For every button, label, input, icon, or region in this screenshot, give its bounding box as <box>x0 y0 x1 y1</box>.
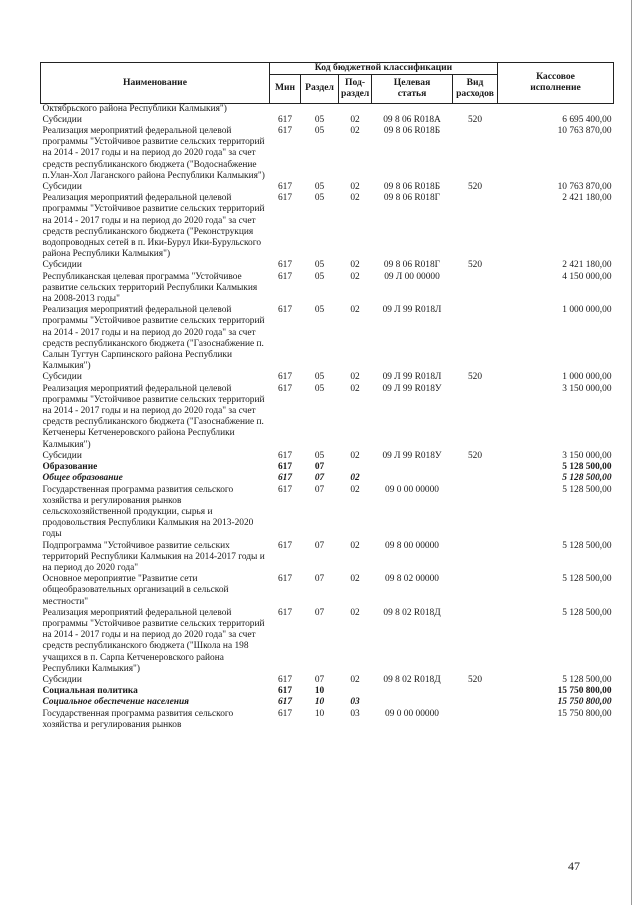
row-ministry: 617 <box>277 126 293 136</box>
row-expense <box>453 126 498 182</box>
row-section: 05 <box>314 271 325 282</box>
row-ministry: 617 <box>277 462 293 473</box>
row-amount: 5 128 500,00 <box>562 540 612 551</box>
row-ministry: 617 <box>277 260 293 271</box>
row-amount: 15 750 800,00 <box>557 697 612 708</box>
row-target: 09 8 02 R018Д <box>383 607 441 618</box>
row-section: 07 <box>314 484 325 495</box>
table-row <box>41 272 614 306</box>
row-name: Государственная программа развития сельского хозяйства и регулирования рынков <box>42 708 234 730</box>
row-section: 05 <box>314 305 325 316</box>
table-row <box>41 675 614 686</box>
row-subsection: 02 <box>350 383 360 394</box>
row-expense: 520 <box>467 260 483 271</box>
row-section: 05 <box>314 126 325 136</box>
table-row <box>41 305 614 372</box>
row-name: Субсидии <box>42 260 82 271</box>
row-target: 09 8 00 00000 <box>385 540 439 551</box>
table-row <box>41 462 614 473</box>
row-subsection: 02 <box>350 126 360 136</box>
row-amount: 2 421 180,00 <box>562 260 612 271</box>
row-target: 09 8 06 R018А <box>383 114 441 125</box>
row-amount: 5 128 500,00 <box>562 607 612 618</box>
row-target: 09 Л 99 R018У <box>382 383 442 394</box>
row-expense <box>453 103 498 115</box>
row-expense <box>453 697 498 708</box>
header-code-group: Код бюджетной классификации <box>270 63 498 75</box>
row-subsection: 02 <box>350 450 360 461</box>
row-target <box>372 686 453 697</box>
table-row <box>41 697 614 708</box>
row-subsection <box>339 103 372 115</box>
row-section: 07 <box>314 574 325 585</box>
table-row <box>41 182 614 193</box>
row-amount: 15 750 800,00 <box>557 708 612 719</box>
row-name: Образование <box>42 462 98 473</box>
row-target: 09 8 02 R018Д <box>383 674 441 685</box>
row-ministry: 617 <box>277 574 293 585</box>
table-row <box>41 541 614 575</box>
row-expense <box>453 686 498 697</box>
row-name: Реализация мероприятий федеральной целевой программы "Устойчивое развитие сельских территорий на 2014 - 2017 годы и на период до 2020 года" за счет средств республиканского бюджета ("Газоснабжение п. Кетченеры Кетченеровского района Республики Калмыкия") <box>42 383 265 450</box>
row-amount: 10 763 870,00 <box>557 182 612 193</box>
row-expense <box>453 193 498 260</box>
row-amount: 1 000 000,00 <box>562 305 612 316</box>
row-amount: 5 128 500,00 <box>562 473 612 484</box>
row-ministry: 617 <box>277 708 293 719</box>
row-target: 09 Л 99 R018Л <box>382 372 442 383</box>
row-name: Реализация мероприятий федеральной целевой программы "Устойчивое развитие сельских территорий на 2014 - 2017 годы и на период до 2020 года" за счет средств республиканского бюджета ("Газоснабжение п. Салын Тугтун Сарпинского района Республики Калмыкия") <box>42 305 265 372</box>
row-ministry: 617 <box>277 193 293 204</box>
row-expense: 520 <box>467 450 483 461</box>
row-section: 05 <box>314 114 325 125</box>
row-ministry: 617 <box>277 182 293 193</box>
row-expense <box>453 709 498 731</box>
row-subsection <box>339 686 372 697</box>
row-expense <box>453 608 498 675</box>
page-edge <box>631 0 632 905</box>
row-amount: 3 150 000,00 <box>562 450 612 461</box>
row-ministry: 617 <box>277 450 293 461</box>
row-subsection: 03 <box>350 708 360 719</box>
row-ministry <box>270 103 301 115</box>
row-expense <box>453 384 498 451</box>
row-name: Реализация мероприятий федеральной целевой программы "Устойчивое развитие сельских территорий на 2014 - 2017 годы и на период до 2020 года" за счет средств республиканского бюджета ("Школа на 198 учащихся в п. Сарпа Кетченеровского района Республики Калмыкия") <box>42 607 265 674</box>
table-row <box>41 372 614 383</box>
row-target: 09 8 06 R018Г <box>383 260 441 271</box>
row-target <box>372 697 453 708</box>
row-expense <box>453 473 498 484</box>
row-section: 07 <box>314 462 325 473</box>
row-amount: 5 128 500,00 <box>562 484 612 495</box>
row-target: 09 8 06 R018Б <box>383 126 441 136</box>
row-name: Субсидии <box>42 372 82 383</box>
row-amount: 6 695 400,00 <box>562 114 612 125</box>
table-row <box>41 473 614 484</box>
row-ministry: 617 <box>277 114 293 125</box>
table-row <box>41 608 614 675</box>
row-ministry: 617 <box>277 674 293 685</box>
row-expense <box>453 272 498 306</box>
row-target: 09 Л 99 R018У <box>382 450 442 461</box>
row-subsection: 02 <box>350 193 360 204</box>
table-row <box>41 686 614 697</box>
table-row <box>41 384 614 451</box>
row-name: Государственная программа развития сельского хозяйства и регулирования рынков сельскохозяйственной продукции, сырья и продовольствия Республики Калмыкия на 2013-2020 годы <box>42 484 254 540</box>
header-expense: Вид расходов <box>453 74 498 103</box>
row-subsection: 02 <box>350 372 360 383</box>
row-amount: 5 128 500,00 <box>562 462 612 473</box>
header-ministry: Мин <box>270 74 301 103</box>
row-expense: 520 <box>467 114 483 125</box>
row-name: Общее образование <box>42 473 123 484</box>
row-ministry: 617 <box>277 305 293 316</box>
row-amount: 3 150 000,00 <box>562 383 612 394</box>
row-expense: 520 <box>467 182 483 193</box>
row-expense <box>453 485 498 541</box>
row-subsection: 02 <box>350 305 360 316</box>
row-target: 09 Л 99 R018Л <box>382 305 442 316</box>
row-name: Реализация мероприятий федеральной целевой программы "Устойчивое развитие сельских территорий на 2014 - 2017 годы и на период до 2020 года" за счет средств республиканского бюджета ("Реконструкция водопроводных сетей в п. Ики-Бурул Ики-Бурульского района Республики Калмыкия") <box>42 193 265 260</box>
row-ministry: 617 <box>277 372 293 383</box>
header-target: Целевая статья <box>372 74 453 103</box>
table-body <box>41 103 614 731</box>
row-expense <box>453 574 498 608</box>
row-target: 09 Л 00 00000 <box>384 271 440 282</box>
row-ministry: 617 <box>277 540 293 551</box>
row-name: Основное мероприятие "Развитие сети общеобразовательных организаций в сельской местности" <box>42 574 229 607</box>
row-expense: 520 <box>467 372 483 383</box>
table-row <box>41 260 614 271</box>
row-amount <box>498 103 614 115</box>
row-amount: 15 750 800,00 <box>557 686 612 697</box>
row-target: 09 8 06 R018Г <box>383 193 441 204</box>
row-name: Субсидии <box>42 114 82 125</box>
table-row <box>41 115 614 126</box>
row-section <box>301 103 339 115</box>
row-name: Подпрограмма "Устойчивое развитие сельских территорий Республики Калмыкия на 2014-2017 годы и на период до 2020 года" <box>42 540 265 573</box>
row-expense: 520 <box>467 674 483 685</box>
header-subsection: Под- раздел <box>339 74 372 103</box>
row-subsection: 02 <box>350 473 360 484</box>
row-ministry: 617 <box>277 607 293 618</box>
row-target <box>372 103 453 115</box>
row-section: 10 <box>314 708 325 719</box>
row-name: Социальное обеспечение населения <box>42 697 190 708</box>
table-row <box>41 485 614 541</box>
row-section: 05 <box>314 372 325 383</box>
row-subsection: 02 <box>350 540 360 551</box>
row-subsection: 02 <box>350 260 360 271</box>
row-amount: 1 000 000,00 <box>562 372 612 383</box>
row-section: 10 <box>314 697 325 708</box>
row-section: 07 <box>314 473 325 484</box>
row-amount: 2 421 180,00 <box>562 193 612 204</box>
table-row <box>41 126 614 182</box>
row-section: 05 <box>314 450 325 461</box>
row-section: 07 <box>314 674 325 685</box>
row-target <box>372 473 453 484</box>
row-name: Субсидии <box>42 674 82 685</box>
row-amount: 4 150 000,00 <box>562 271 612 282</box>
row-expense <box>453 541 498 575</box>
page-number: 47 <box>568 859 580 873</box>
row-subsection: 02 <box>350 114 360 125</box>
row-section: 07 <box>314 540 325 551</box>
budget-table <box>40 62 614 731</box>
row-subsection: 02 <box>350 484 360 495</box>
row-target: 09 0 00 00000 <box>385 708 439 719</box>
row-section: 10 <box>314 686 325 697</box>
row-ministry: 617 <box>277 697 293 708</box>
row-ministry: 617 <box>277 686 293 697</box>
row-name: Республиканская целевая программа "Устойчивое развитие сельских территорий Республики Калмыкия на 2008-2013 годы" <box>42 271 258 305</box>
row-name: Октябрьского района Республики Калмыкия") <box>42 103 227 114</box>
table-row <box>41 103 614 115</box>
row-section: 05 <box>314 260 325 271</box>
row-section: 07 <box>314 607 325 618</box>
row-name: Социальная политика <box>42 686 138 697</box>
row-subsection: 02 <box>350 674 360 685</box>
row-amount: 5 128 500,00 <box>562 674 612 685</box>
row-target: 09 8 06 R018Б <box>383 182 441 193</box>
row-section: 05 <box>314 193 325 204</box>
header-name: Наименование <box>41 63 270 104</box>
row-amount: 5 128 500,00 <box>562 574 612 585</box>
table-row <box>41 709 614 731</box>
row-subsection: 02 <box>350 182 360 193</box>
row-section: 05 <box>314 182 325 193</box>
table-row <box>41 574 614 608</box>
row-target: 09 0 00 00000 <box>385 484 439 495</box>
row-name: Реализация мероприятий федеральной целевой программы "Устойчивое развитие сельских территорий на 2014 - 2017 годы и на период до 2020 года" за счет средств республиканского бюджета ("Водоснабжение п.Улан-Хол Лаганского района Республики Калмыкия") <box>42 126 265 181</box>
row-subsection: 02 <box>350 574 360 585</box>
row-subsection: 03 <box>350 697 360 708</box>
table-header <box>41 63 614 104</box>
row-name: Субсидии <box>42 450 82 461</box>
row-expense <box>453 462 498 473</box>
row-expense <box>453 305 498 372</box>
table-row <box>41 451 614 462</box>
row-target: 09 8 02 00000 <box>385 574 439 585</box>
row-ministry: 617 <box>277 473 293 484</box>
row-target <box>372 462 453 473</box>
row-amount: 10 763 870,00 <box>557 126 612 136</box>
header-cash: Кассовое исполнение <box>498 63 614 104</box>
header-section: Раздел <box>301 74 339 103</box>
row-subsection: 02 <box>350 607 360 618</box>
row-subsection: 02 <box>350 271 360 282</box>
row-ministry: 617 <box>277 383 293 394</box>
row-section: 05 <box>314 383 325 394</box>
row-subsection <box>339 462 372 473</box>
row-name: Субсидии <box>42 182 82 193</box>
row-ministry: 617 <box>277 484 293 495</box>
table-row <box>41 193 614 260</box>
row-ministry: 617 <box>277 271 293 282</box>
